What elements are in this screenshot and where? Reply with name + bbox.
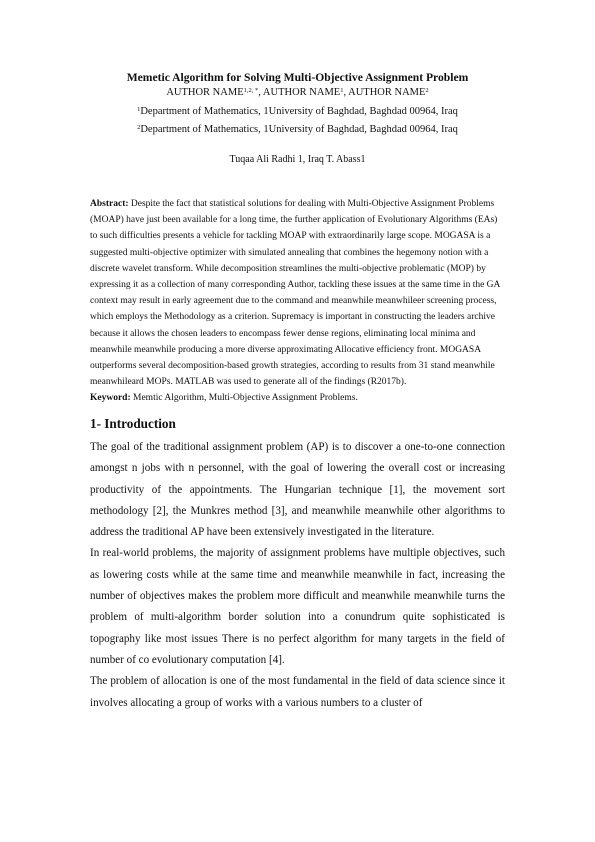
affiliation-2-text: Department of Mathematics, 1University of Baghdad, Baghdad 00964, Iraq bbox=[140, 124, 458, 135]
author-names bbox=[0, 86, 595, 100]
author-line: Tuqaa Ali Radhi 1, Iraq T. Abass1 bbox=[229, 154, 366, 165]
author-1: AUTHOR NAME bbox=[166, 87, 244, 98]
abstract-label: Abstract: bbox=[90, 199, 129, 209]
keywords-label: Keyword: bbox=[90, 393, 131, 403]
affiliation-1-marker: 1 bbox=[137, 106, 141, 113]
paragraph: In real-world problems, the majority of assignment problems have multiple objectives, such as lowering costs while at the same time and meanwhile meanwhile in fact, increasing the number of objectives makes the problem more difficult and meanwhile meanwhile turns the problem of multi-algorithm border solution into a conundrum quite sophisticated is topography like most issues There is no perfect algorithm for many targets in the field of number of co evolutionary computation [4]. bbox=[90, 547, 505, 666]
author-3: AUTHOR NAME bbox=[348, 87, 426, 98]
keywords-text: Memtic Algorithm, Multi-Objective Assignment Problems. bbox=[130, 393, 358, 403]
section-heading: 1- Introduction bbox=[90, 416, 176, 431]
affiliation-1-text: Department of Mathematics, 1University of Baghdad, Baghdad 00964, Iraq bbox=[140, 106, 458, 117]
author-2-affiliation: 1 bbox=[340, 87, 344, 94]
section-body bbox=[90, 437, 505, 714]
author-3-affiliation: 2 bbox=[425, 87, 429, 94]
author-1-affiliation: 1,2, * bbox=[243, 87, 259, 94]
paragraph: The problem of allocation is one of the most fundamental in the field of data science since it involves allocating a group of works with a various numbers to a cluster of bbox=[90, 675, 505, 709]
abstract-text: Despite the fact that statistical solutions for dealing with Multi-Objective Assignment Problems (MOAP) have just been available for a long time, the further application of Evolutionary Algorithms (EAs) to such difficulties presents a vehicle for tackling MOAP with extraordinarily large scope. MOGASA is a suggested multi-objective optimizer with simulated annealing that combines the hegemony notion with a discrete wavelet transform. While decomposition streamlines the multi-objective problematic (MOP) by expressing it as a collection of many corresponding Author, tackling these issues at the same time in the GA context may result in early agreement due to the command and meanwhile meanwhileer screening process, which employs the Methodology as a criterion. Supremacy is important in constructing the leaders archive because it allows the chosen leaders to encompass fewer dense regions, eliminating local minima and meanwhile meanwhile producing a more diverse approximating Allocative efficiency front. MOGASA outperforms several decomposition-based growth strategies, according to results from 31 stand meanwhile meanwhileard MOPs. MATLAB was used to generate all of the findings (R2017b). bbox=[90, 199, 500, 388]
keywords bbox=[90, 390, 505, 406]
author-separator: , bbox=[343, 87, 349, 98]
affiliation-2 bbox=[0, 123, 595, 137]
author-2: AUTHOR NAME bbox=[262, 87, 341, 98]
affiliation-2-marker: 2 bbox=[137, 124, 141, 131]
author-separator: , bbox=[258, 87, 263, 98]
paper-title: Memetic Algorithm for Solving Multi-Objective Assignment Problem bbox=[126, 71, 469, 84]
affiliation-1 bbox=[0, 105, 595, 119]
abstract bbox=[90, 196, 505, 390]
paragraph: The goal of the traditional assignment problem (AP) is to discover a one-to-one connection amongst n jobs with n personnel, with the goal of lowering the overall cost or increasing productivity of the appointments. The Hungarian technique [1], the movement sort methodology [2], the Munkres method [3], and meanwhile meanwhile other algorithms to address the traditional AP have been extensively investigated in the literature. bbox=[90, 441, 505, 539]
